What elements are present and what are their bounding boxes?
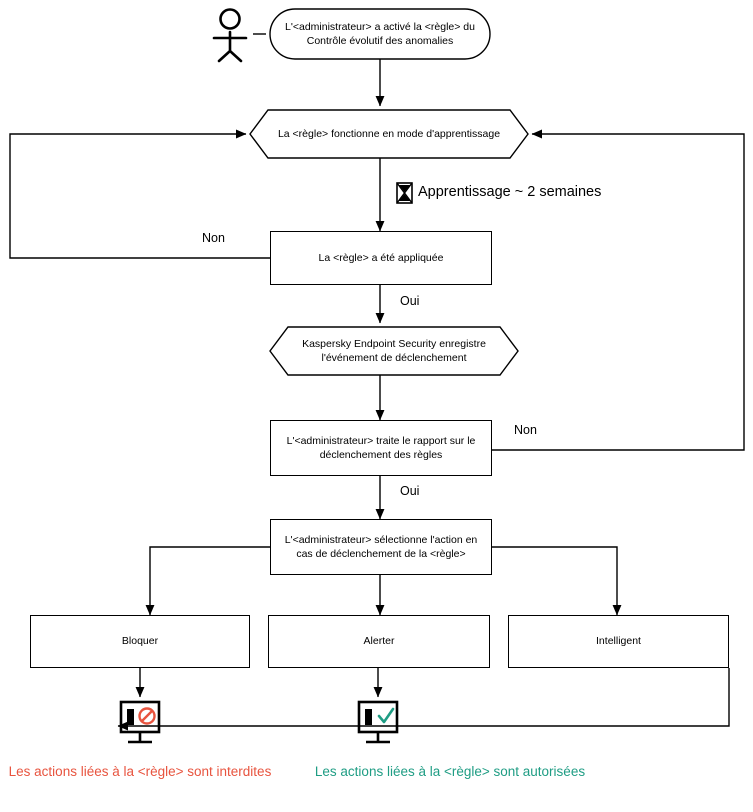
learning-duration-label: Apprentissage ~ 2 semaines xyxy=(418,184,602,200)
node-alert xyxy=(268,615,490,668)
node-block-label: Bloquer xyxy=(121,635,159,648)
caption-allowed: Les actions liées à la <règle> sont autorisées xyxy=(314,764,586,779)
node-alert-label: Alerter xyxy=(363,635,395,648)
node-admin-report xyxy=(270,420,492,476)
edge-label-yes-report: Oui xyxy=(400,484,420,498)
edge-label-no-report: Non xyxy=(514,423,537,437)
node-start xyxy=(276,9,484,59)
edge-label-yes-applied: Oui xyxy=(400,294,420,308)
edge-label-no-applied: Non xyxy=(202,231,225,245)
node-smart xyxy=(508,615,729,668)
node-rule-applied-label: La <règle> a été appliquée xyxy=(318,251,444,264)
node-smart-label: Intelligent xyxy=(596,635,641,648)
monitor-allowed-icon xyxy=(359,702,397,742)
node-admin-selects xyxy=(270,519,492,575)
hourglass-icon xyxy=(397,183,412,203)
user-icon xyxy=(214,10,246,62)
node-learning-mode-label: La <règle> fonctionne en mode d'apprentissage xyxy=(277,127,501,140)
node-block xyxy=(30,615,250,668)
node-admin-selects-label: L'<administrateur> sélectionne l'action en cas de déclenchement de la <règle> xyxy=(284,533,478,560)
monitor-blocked-icon xyxy=(121,702,159,742)
node-kes-logs-label: Kaspersky Endpoint Security enregistre l'événement de déclenchement xyxy=(302,337,486,364)
caption-forbidden: Les actions liées à la <règle> sont interdites xyxy=(8,764,272,779)
node-start-label: L'<administrateur> a activé la <règle> du Contrôle évolutif des anomalies xyxy=(285,20,475,47)
node-rule-applied xyxy=(270,231,492,285)
node-admin-report-label: L'<administrateur> traite le rapport sur le déclenchement des règles xyxy=(286,434,476,461)
